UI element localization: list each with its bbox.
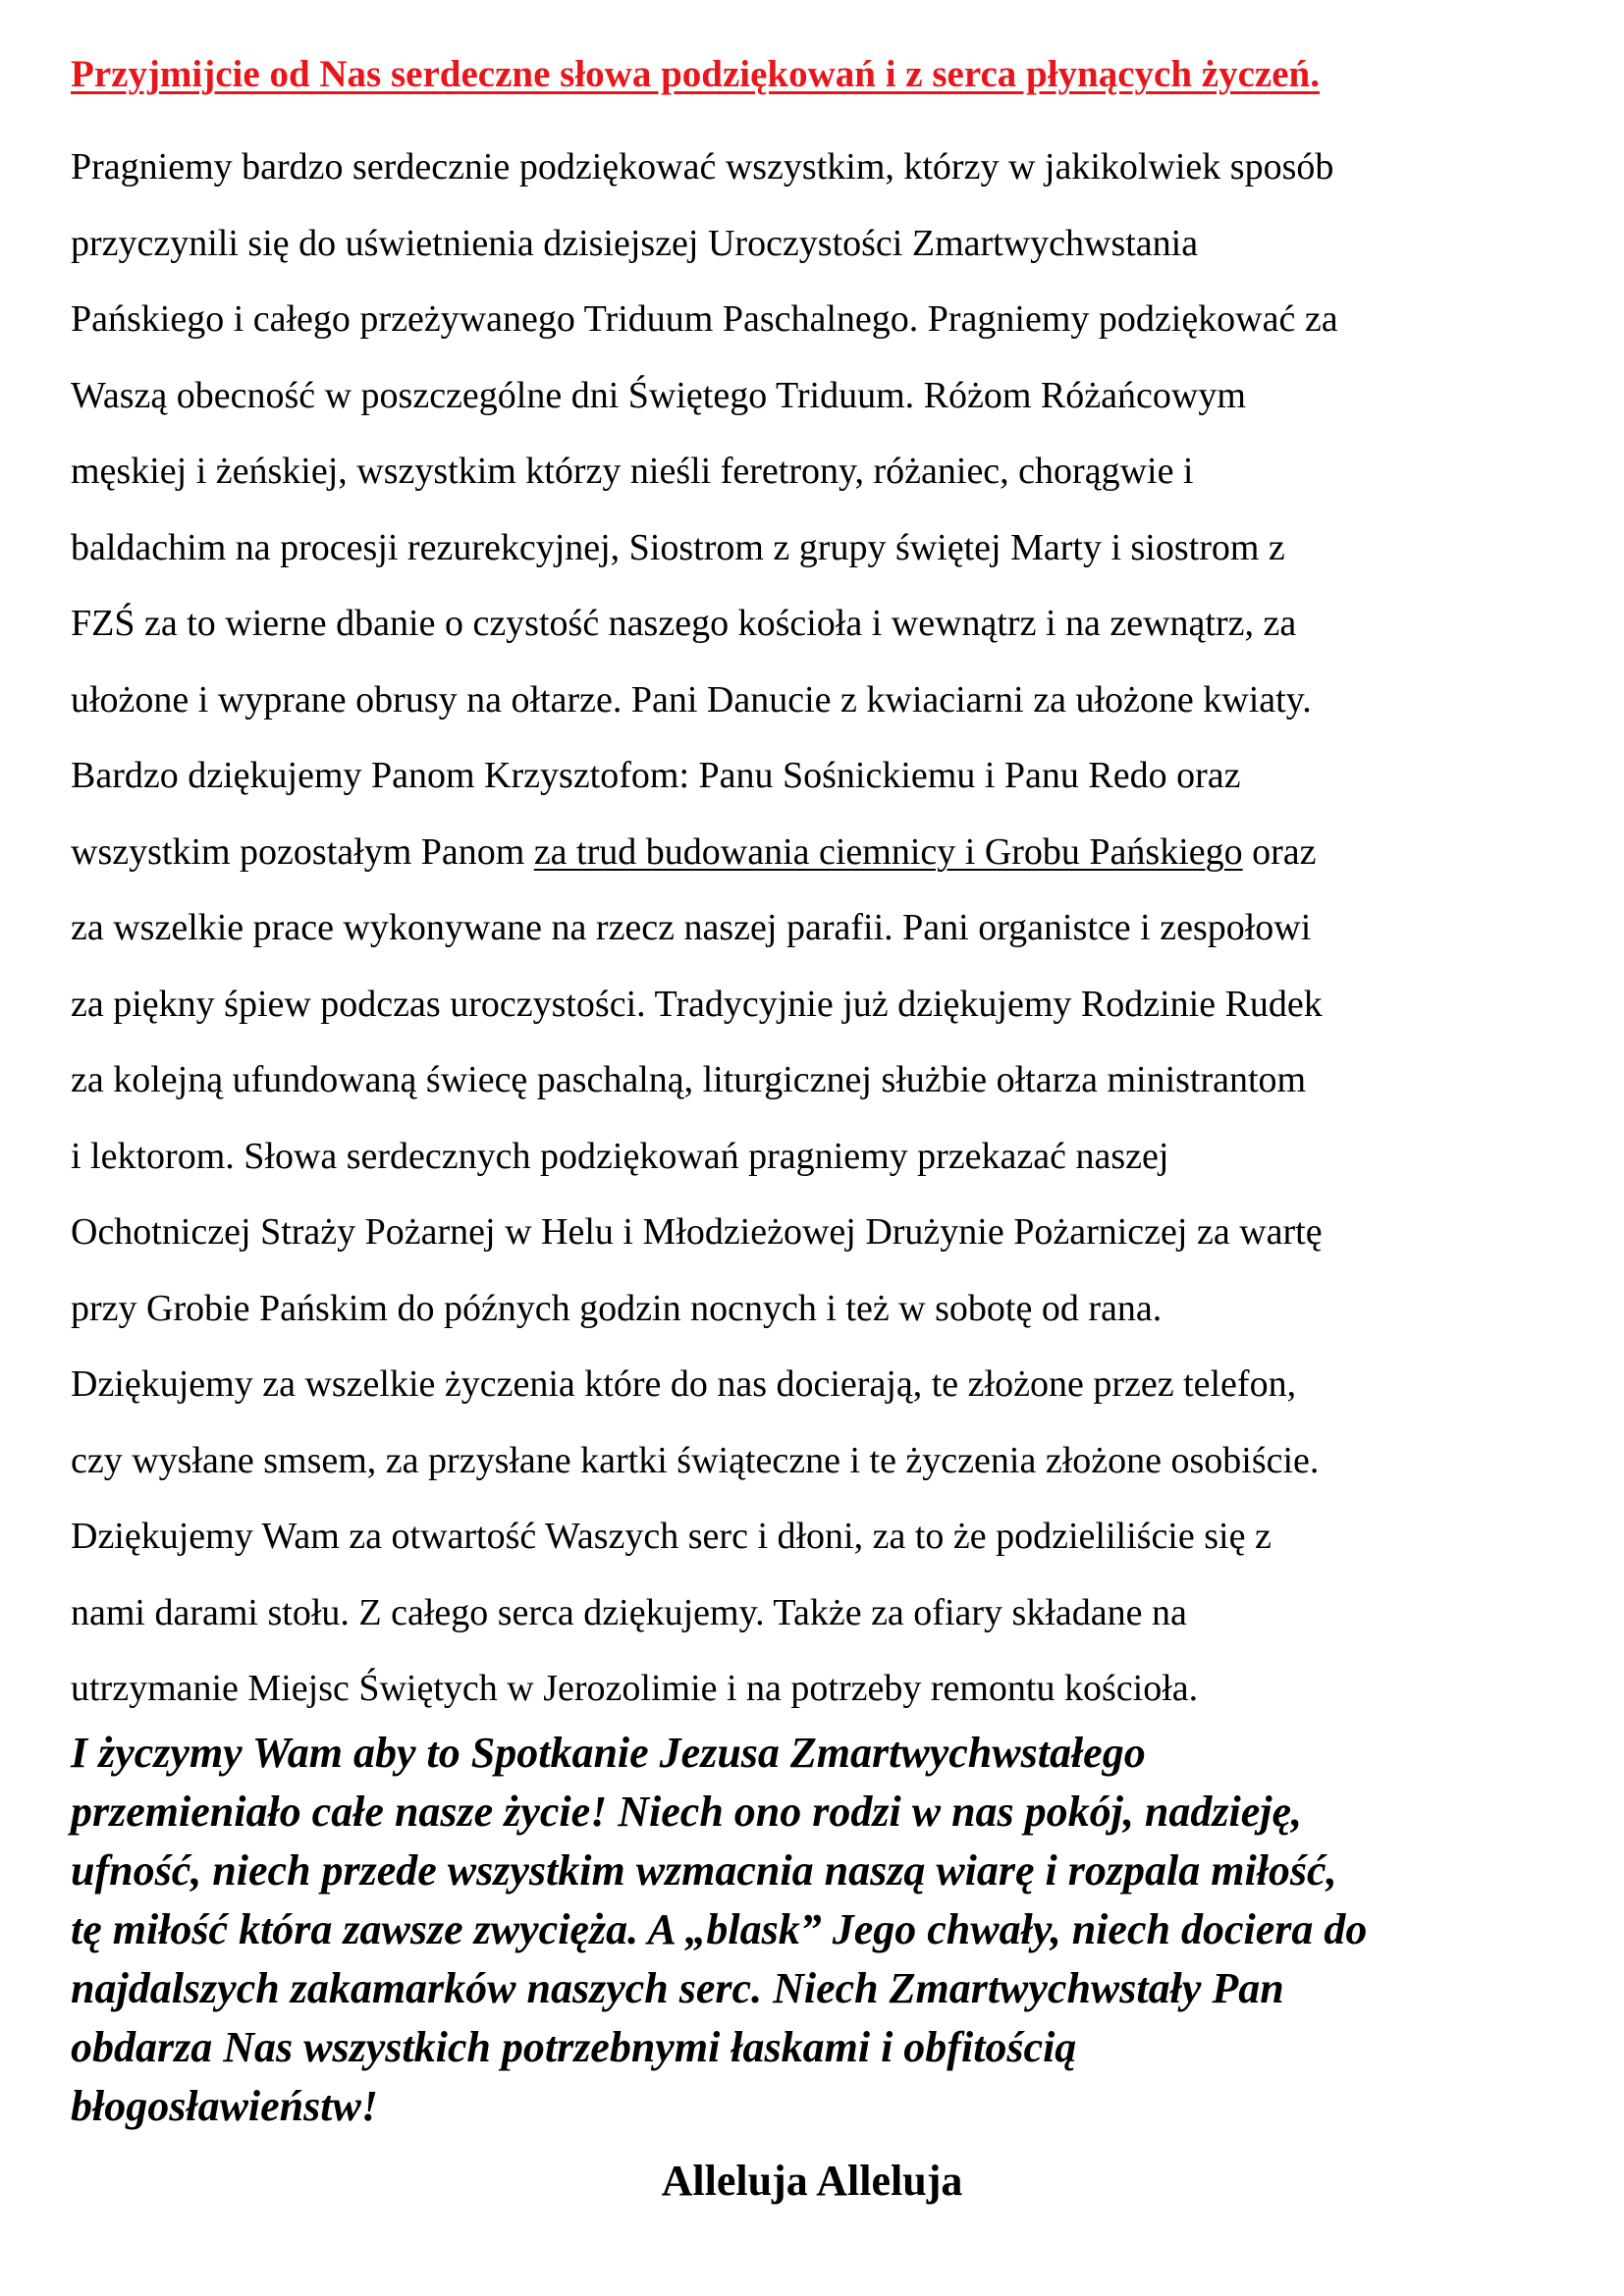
page-heading: Przyjmijcie od Nas serdeczne słowa podziękowań i z serca płynących życzeń.: [71, 53, 1320, 95]
wishes-line: przemieniało całe nasze życie! Niech ono rodzi w nas pokój, nadzieję,: [71, 1788, 1302, 1836]
line-text-after: oraz: [1242, 830, 1317, 873]
paragraph-line: Dziękujemy za wszelkie życzenia które do nas docierają, te złożone przez telefon,: [71, 1363, 1297, 1405]
paragraph-line: Dziękujemy Wam za otwartość Waszych serc i dłoni, za to że podzieliliście się z: [71, 1516, 1272, 1557]
paragraph-line: Waszą obecność w poszczególne dni Świętego Triduum. Różom Różańcowym: [71, 374, 1246, 416]
wishes-line: I życzymy Wam aby to Spotkanie Jezusa Zmartwychwstałego: [71, 1729, 1146, 1777]
paragraph-line: baldachim na procesji rezurekcyjnej, Siostrom z grupy świętej Marty i siostrom z: [71, 526, 1285, 568]
line-text-before: wszystkim pozostałym Panom: [71, 830, 534, 873]
easter-wishes: [71, 1724, 1602, 2136]
wishes-line: obdarza Nas wszystkich potrzebnymi łaskami i obfitością: [71, 2023, 1077, 2071]
paragraph-line: za piękny śpiew podczas uroczystości. Tradycyjnie już dziękujemy Rodzinie Rudek: [71, 983, 1323, 1025]
wishes-line: tę miłość która zawsze zwycięża. A „blask” Jego chwały, niech dociera do: [71, 1905, 1368, 1953]
paragraph-line: utrzymanie Miejsc Świętych w Jerozolimie i na potrzeby remontu kościoła.: [71, 1668, 1199, 1709]
wishes-line: błogosławieństw!: [71, 2082, 378, 2130]
closing-alleluja: Alleluja Alleluja: [661, 2157, 963, 2205]
wishes-line: ufność, niech przede wszystkim wzmacnia naszą wiarę i rozpala miłość,: [71, 1846, 1337, 1895]
paragraph-line: Pańskiego i całego przeżywanego Triduum Paschalnego. Pragniemy podziękować za: [71, 298, 1338, 340]
paragraph-line: nami darami stołu. Z całego serca dziękujemy. Także za ofiary składane na: [71, 1591, 1187, 1633]
wishes-line: najdalszych zakamarków naszych serc. Niech Zmartwychwstały Pan: [71, 1964, 1284, 2012]
paragraph-line-with-underline: [71, 815, 1602, 891]
paragraph-line: Ochotniczej Straży Pożarnej w Helu i Młodzieżowej Drużynie Pożarniczej za wartę: [71, 1211, 1323, 1253]
paragraph-line: za wszelkie prace wykonywane na rzecz naszej parafii. Pani organistce i zespołowi: [71, 907, 1312, 948]
underlined-phrase: za trud budowania ciemnicy i Grobu Pańskiego: [533, 830, 1243, 873]
paragraph-line: przy Grobie Pańskim do późnych godzin nocnych i też w sobotę od rana.: [71, 1287, 1163, 1329]
paragraph-line: męskiej i żeńskiej, wszystkim którzy nieśli feretrony, różaniec, chorągwie i: [71, 451, 1194, 492]
paragraph-line: Bardzo dziękujemy Panom Krzysztofom: Panu Sośnickiemu i Panu Redo oraz: [71, 755, 1241, 796]
paragraph-line: i lektorom. Słowa serdecznych podziękowań pragniemy przekazać naszej: [71, 1135, 1169, 1177]
paragraph-line: czy wysłane smsem, za przysłane kartki świąteczne i te życzenia złożone osobiście.: [71, 1439, 1320, 1481]
paragraph-line: Pragniemy bardzo serdecznie podziękować wszystkim, którzy w jakikolwiek sposób: [71, 146, 1334, 187]
paragraph-line: FZŚ za to wierne dbanie o czystość naszego kościoła i wewnątrz i na zewnątrz, za: [71, 603, 1297, 644]
thanks-paragraph: [71, 130, 1602, 1728]
paragraph-line: przyczynili się do uświetnienia dzisiejszej Uroczystości Zmartwychwstania: [71, 222, 1199, 264]
paragraph-line: za kolejną ufundowaną świecę paschalną, liturgicznej służbie ołtarza ministrantom: [71, 1059, 1307, 1100]
paragraph-line: ułożone i wyprane obrusy na ołtarze. Pani Danucie z kwiaciarni za ułożone kwiaty.: [71, 678, 1312, 721]
